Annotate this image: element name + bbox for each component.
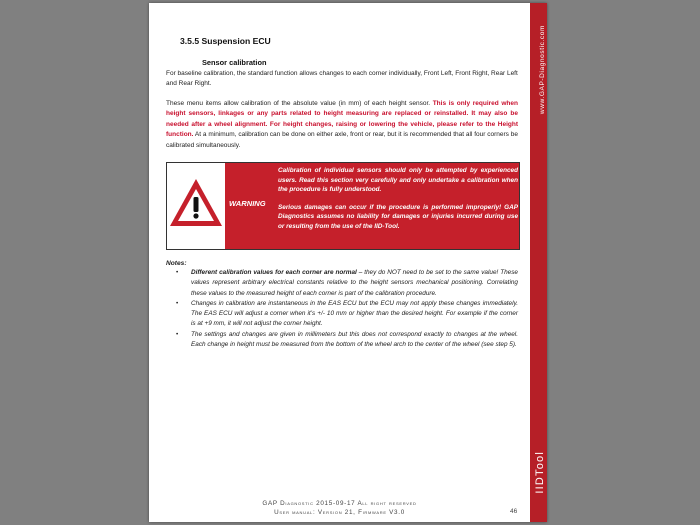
list-item bbox=[166, 268, 518, 299]
para2-highlight: This is only required when height sensors, linkages or any parts related to height measuring are replaced or reinstalled. It may also be needed after a wheel alignment. For height changes, raising or lowering the vehicle, please refer to the Height function. bbox=[166, 100, 518, 139]
product-label: IIDTool bbox=[534, 451, 546, 494]
website-label: www.GAP-Diagnostic.com bbox=[539, 25, 546, 115]
section-heading: 3.5.5 Suspension ECU bbox=[180, 36, 271, 46]
list-item bbox=[166, 330, 518, 351]
subsection-heading: Sensor calibration bbox=[202, 58, 267, 67]
para2-end: At a minimum, calibration can be done on either axle, front or rear, but it is recommended that all four corners be calibrated simultaneously. bbox=[166, 131, 518, 149]
para2-start: These menu items allow calibration of the absolute value (in mm) of each height sensor. bbox=[166, 100, 433, 107]
warning-label: WARNING bbox=[229, 199, 266, 208]
bullet: • bbox=[176, 269, 179, 276]
list-item bbox=[166, 299, 518, 330]
warning-panel bbox=[225, 163, 519, 249]
note-3-text: The settings and changes are given in millimeters but this does not correspond exactly to changes at the wheel. Each change in height must be measured from the bottom of the wheel arch to the center of the wheel (see step 5). bbox=[191, 330, 518, 349]
footer-version: User manual: Version 21, Firmware V3.0 bbox=[274, 509, 405, 516]
warning-text-2: Serious damages can occur if the procedure is performed improperly! GAP Diagnostics assumes no liability for damages or injuries incurred during use or resulting from the use of the IID-Tool. bbox=[278, 203, 518, 230]
warning-box bbox=[166, 162, 520, 250]
page-number: 46 bbox=[510, 508, 518, 515]
bullet: • bbox=[176, 299, 179, 307]
note-2-text: Changes in calibration are instantaneous in the EAS ECU but the ECU may not apply these changes immediately. The EAS ECU will adjust a corner when it’s +/- 10 mm or higher than the desired height. For example if the corner is at +9 mm, it will not adjust the corner height. bbox=[191, 299, 518, 328]
warning-text bbox=[278, 166, 518, 240]
intro-paragraph: For baseline calibration, the standard function allows changes to each corner individually, Front Left, Front Right, Rear Left and Rear Right. bbox=[166, 70, 518, 88]
notes-list bbox=[166, 268, 518, 350]
warning-triangle-icon bbox=[167, 163, 225, 249]
calibration-paragraph bbox=[166, 99, 518, 151]
note-1-text: – they do NOT need to be set to the same value! These values represent arbitrary electrical constants relative to the height sensors mechanical positioning. Correlating these values to the measured height of each corner is part of the calibration procedure. bbox=[191, 269, 518, 297]
side-bar bbox=[530, 3, 547, 522]
manual-page bbox=[149, 3, 547, 522]
bullet: • bbox=[176, 330, 179, 338]
warning-text-1: Calibration of individual sensors should only be attempted by experienced users. Read this section very carefully and only undertake a calibration when the procedure is fully understood. bbox=[278, 167, 518, 194]
footer-copyright: GAP Diagnostic 2015-09-17 All right reserved bbox=[262, 500, 417, 507]
page-footer bbox=[149, 499, 530, 517]
note-1-bold: Different calibration values for each corner are normal bbox=[191, 269, 357, 276]
notes-title: Notes: bbox=[166, 260, 187, 267]
